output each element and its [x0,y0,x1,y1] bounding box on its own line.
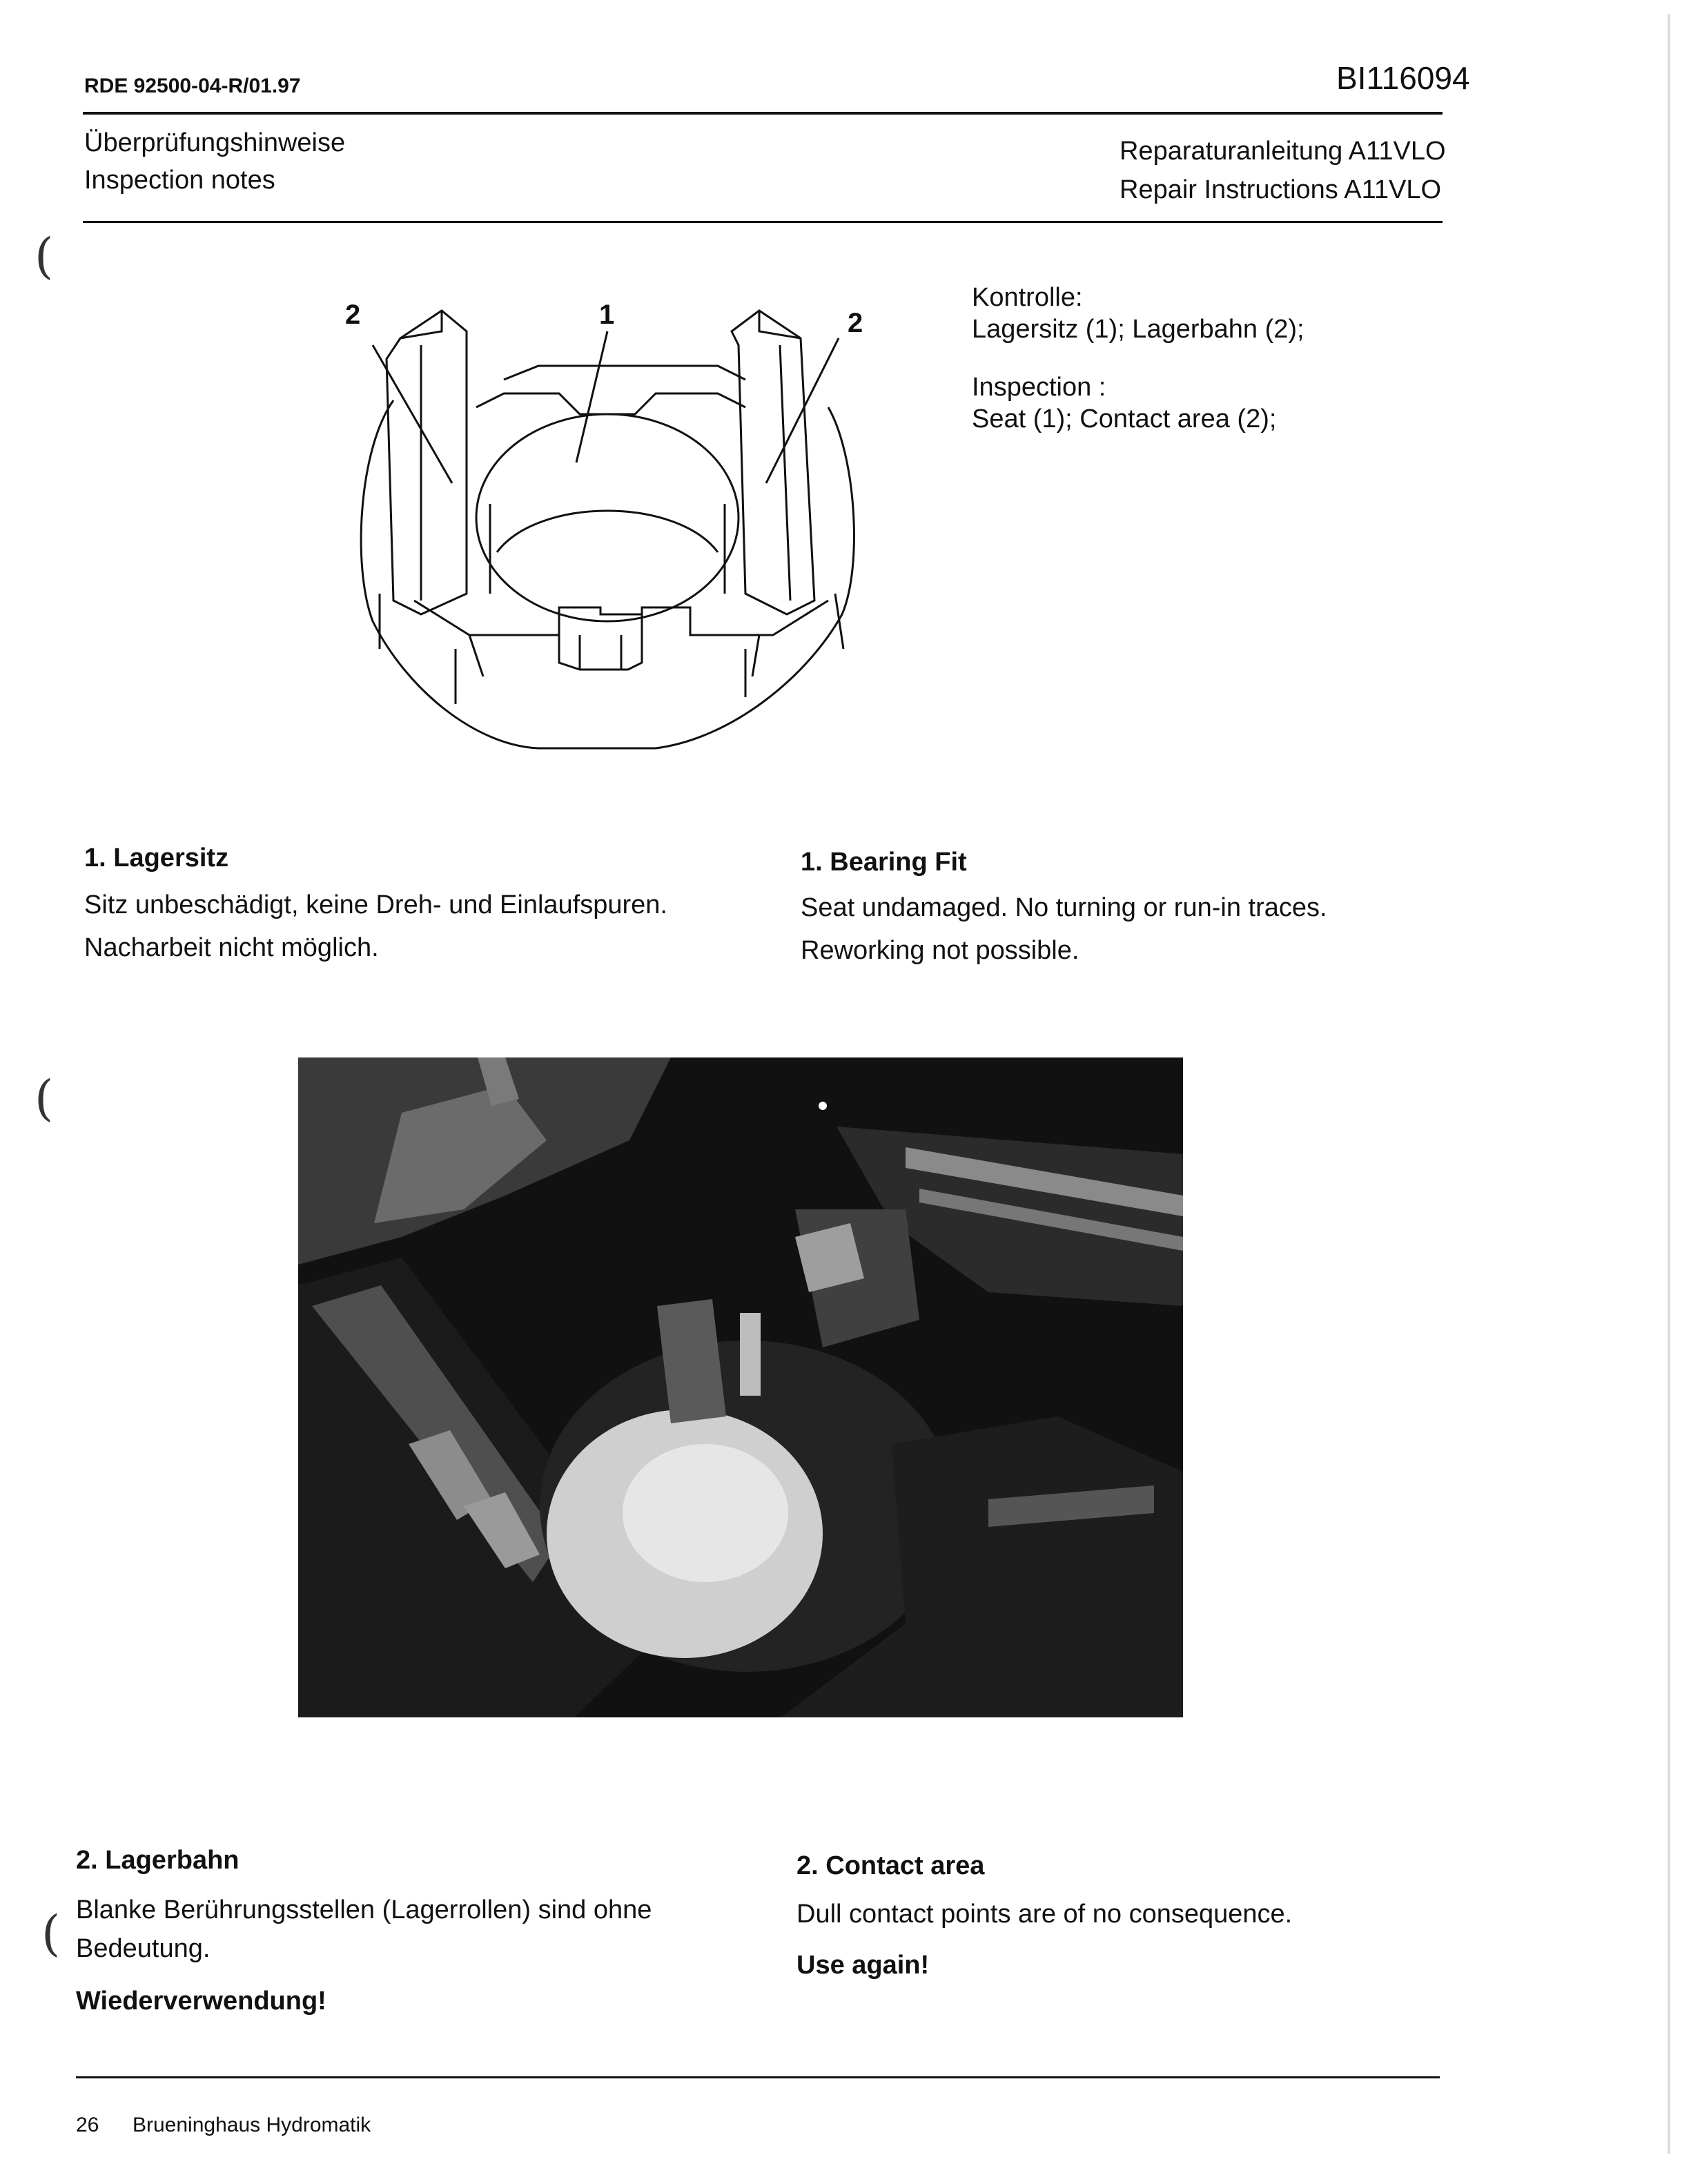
section1-line2-de: Nacharbeit nicht möglich. [84,933,379,962]
section2-heading-en: 2. Contact area [796,1851,985,1880]
callout-2-right: 2 [848,308,863,338]
margin-bracket-1: ( [35,228,54,284]
section2-emphasis-en: Use again! [796,1951,930,1980]
section1-line1-de: Sitz unbeschädigt, keine Dreh- und Einlaufspuren. [84,890,667,919]
section2-line2-de: Bedeutung. [76,1934,211,1963]
right-title-en: Repair Instructions A11VLO [1120,175,1442,204]
margin-bracket-2: ( [35,1070,54,1127]
footer-company: Brueninghaus Hydromatik [133,2114,371,2136]
caption-en-heading: Inspection : [972,373,1106,402]
right-title-de: Reparaturanleitung A11VLO [1120,137,1446,166]
left-title-de: Überprüfungshinweise [84,128,346,157]
callout-2-left: 2 [345,300,361,330]
section2-line1-de: Blanke Berührungsstellen (Lagerrollen) sind ohne [76,1895,652,1924]
left-title-en: Inspection notes [84,166,275,195]
section2-emphasis-de: Wiederverwendung! [76,1987,326,2016]
callout-1-center: 1 [599,300,615,330]
section1-heading-en: 1. Bearing Fit [801,848,967,877]
caption-de-text: Lagersitz (1); Lagerbahn (2); [972,315,1304,344]
section1-line2-en: Reworking not possible. [801,936,1079,965]
bearing-seat-drawing [331,290,883,759]
scan-edge [1668,14,1670,2154]
section2-line1-en: Dull contact points are of no consequence. [796,1900,1293,1929]
section1-line1-en: Seat undamaged. No turning or run-in traces. [801,893,1327,922]
caption-de-heading: Kontrolle: [972,283,1083,312]
document-id: BI116094 [1336,60,1470,96]
section2-heading-de: 2. Lagerbahn [76,1846,240,1875]
header-rule-bottom [83,221,1443,223]
document-code: RDE 92500-04-R/01.97 [84,75,301,97]
caption-en-text: Seat (1); Contact area (2); [972,404,1277,433]
bearing-photo [298,1057,1183,1717]
footer-rule [76,2076,1440,2078]
header-rule-top [83,112,1443,115]
section1-heading-de: 1. Lagersitz [84,844,229,872]
page-number: 26 [76,2114,99,2136]
margin-bracket-3: ( [41,1905,61,1962]
